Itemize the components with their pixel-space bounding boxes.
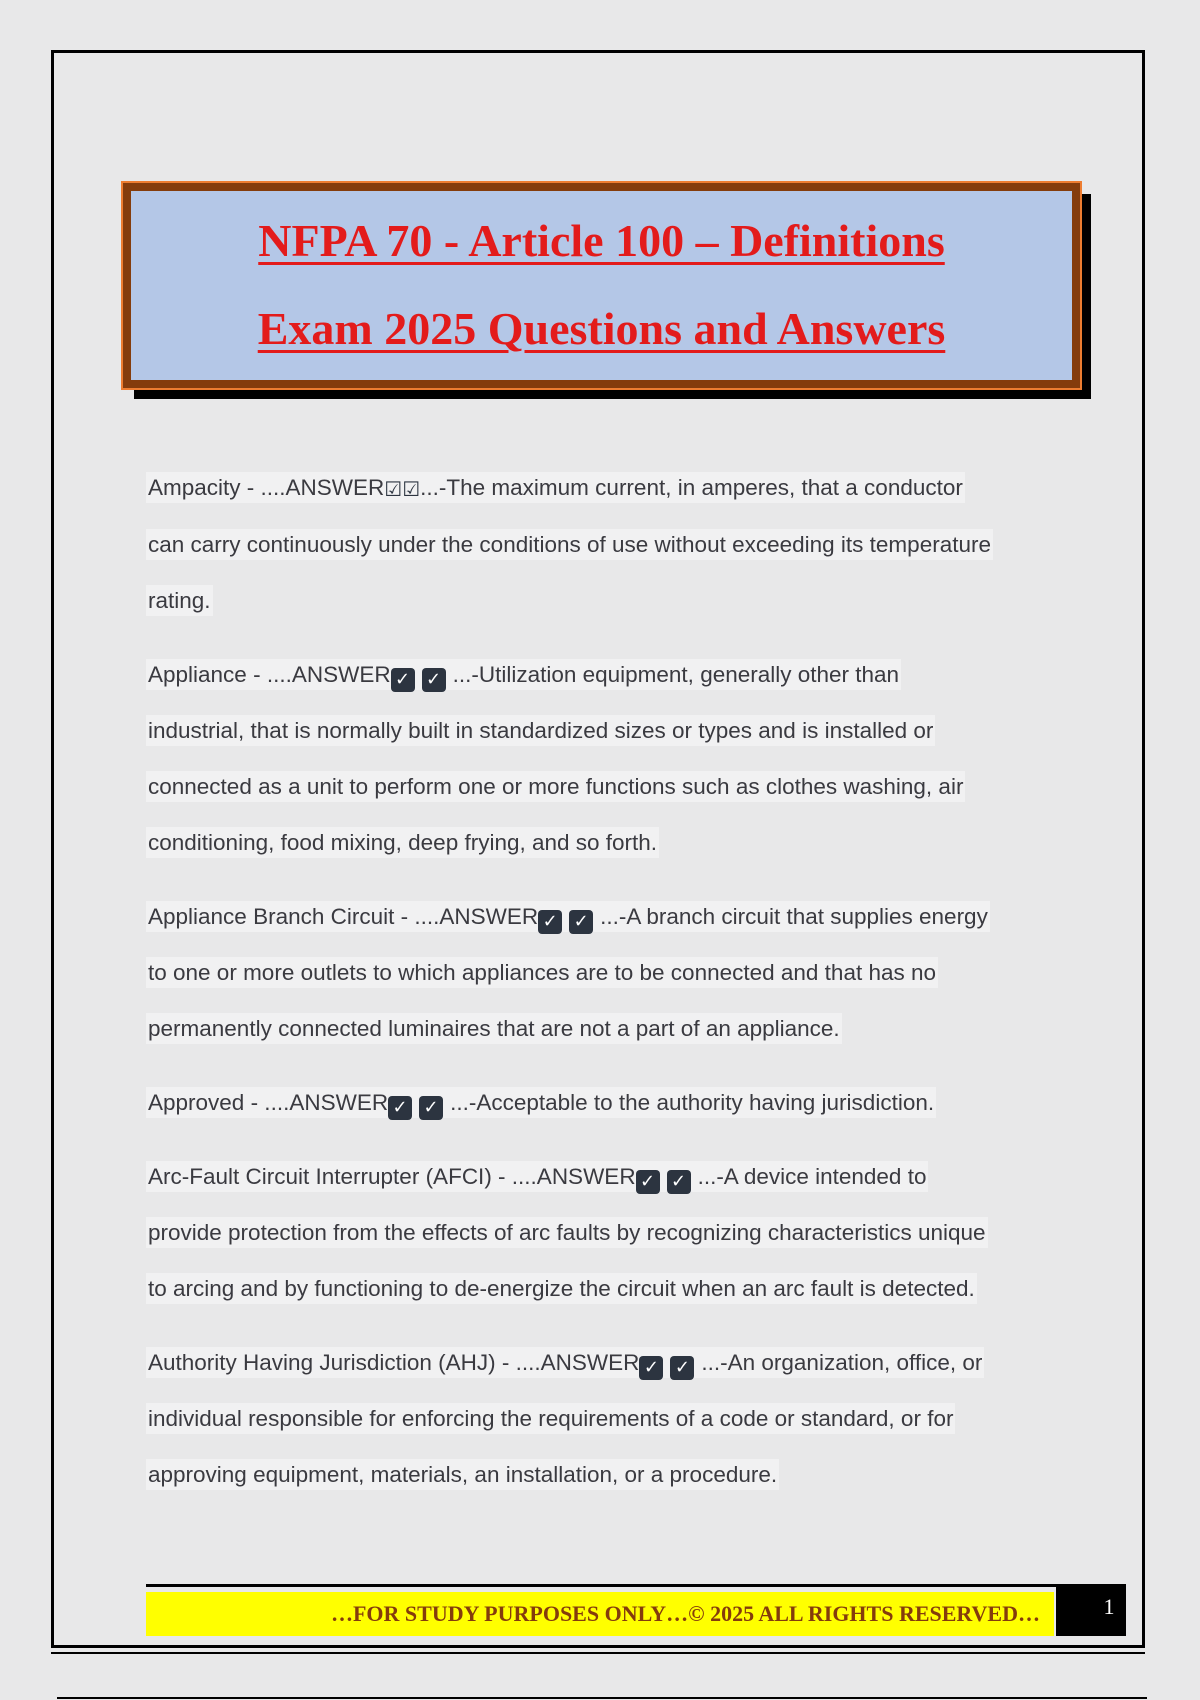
definition-line (146, 1447, 1066, 1503)
definition-answer: industrial, that is normally built in standardized sizes or types and is installed or (146, 715, 935, 746)
definition-entry-appliance-branch-circuit (146, 889, 1066, 1057)
definition-answer: ...-A branch circuit that supplies energy (600, 904, 988, 929)
definition-line (146, 815, 1066, 871)
definition-term: Approved - ....ANSWER (148, 1090, 389, 1115)
definition-text (146, 472, 965, 503)
definition-answer: provide protection from the effects of arc faults by recognizing characteristics unique (146, 1217, 988, 1248)
definition-text (146, 901, 990, 932)
definition-line (146, 1001, 1066, 1057)
definition-line (146, 1261, 1066, 1317)
definition-answer: ...-Acceptable to the authority having jurisdiction. (450, 1090, 935, 1115)
definition-answer: to arcing and by functioning to de-energize the circuit when an arc fault is detected. (146, 1273, 977, 1304)
checkbox-checked-icon: ✓ (419, 1096, 443, 1120)
definition-text (146, 659, 901, 690)
definition-line (146, 889, 1066, 945)
definition-text (146, 1347, 984, 1378)
definition-entry-ampacity (146, 460, 1066, 629)
definition-entry-approved (146, 1075, 1066, 1131)
checkbox-checked-icon: ✓ (569, 910, 593, 934)
title-box (123, 183, 1080, 388)
document-title-line-1: NFPA 70 - Article 100 – Definitions (258, 215, 945, 266)
checkbox-checked-icon: ✓ (391, 668, 415, 692)
definition-line (146, 517, 1066, 573)
page-number: 1 (1056, 1586, 1126, 1636)
definition-term: Appliance Branch Circuit - ....ANSWER (148, 904, 539, 929)
definition-line (146, 460, 1066, 517)
definition-answer: to one or more outlets to which appliances are to be connected and that has no (146, 957, 938, 988)
definition-entry-ahj (146, 1335, 1066, 1503)
definition-answer: ...-A device intended to (697, 1164, 927, 1189)
definition-answer: ...-An organization, office, or (701, 1350, 983, 1375)
definition-entry-appliance (146, 647, 1066, 871)
definition-answer: rating. (146, 585, 213, 616)
definition-line (146, 1335, 1066, 1391)
definition-term: Arc-Fault Circuit Interrupter (AFCI) - ....ANSWER (148, 1164, 636, 1189)
definition-answer: can carry continuously under the conditions of use without exceeding its temperature (146, 529, 993, 560)
definition-answer: ...-Utilization equipment, generally other than (452, 662, 900, 687)
checkbox-checked-icon: ✓ (422, 668, 446, 692)
definitions-list (146, 460, 1066, 1521)
definition-line (146, 1205, 1066, 1261)
definition-line (146, 647, 1066, 703)
checkbox-checked-icon: ✓ (538, 910, 562, 934)
footer-divider (146, 1584, 1126, 1587)
definition-answer: permanently connected luminaires that are not a part of an appliance. (146, 1013, 842, 1044)
definition-entry-afci (146, 1149, 1066, 1317)
checkbox-checked-icon: ✓ (636, 1170, 660, 1194)
definition-line (146, 1075, 1066, 1131)
definition-term: Appliance - ....ANSWER (148, 662, 391, 687)
definition-line (146, 1149, 1066, 1205)
page-border-bottom-rule (51, 1652, 1145, 1654)
definition-answer: connected as a unit to perform one or more functions such as clothes washing, air (146, 771, 965, 802)
definition-term: Ampacity - ....ANSWER (148, 475, 385, 500)
document-title-line-2: Exam 2025 Questions and Answers (257, 303, 946, 354)
page-bottom-divider (57, 1697, 1147, 1699)
definition-text (146, 1161, 928, 1192)
definition-answer: ...-The maximum current, in amperes, that a conductor (420, 475, 963, 500)
checkbox-checked-icon: ✓ (388, 1096, 412, 1120)
definition-answer: approving equipment, materials, an installation, or a procedure. (146, 1459, 779, 1490)
definition-line (146, 945, 1066, 1001)
definition-term: Authority Having Jurisdiction (AHJ) - ....ANSWER (148, 1350, 640, 1375)
checkbox-checked-icon: ✓ (639, 1356, 663, 1380)
definition-line (146, 573, 1066, 629)
checkbox-checked-icon: ✓ (667, 1170, 691, 1194)
definition-answer: individual responsible for enforcing the requirements of a code or standard, or for (146, 1403, 955, 1434)
footer-notice: …FOR STUDY PURPOSES ONLY…© 2025 ALL RIGHTS RESERVED… (146, 1592, 1054, 1636)
checkbox-checked-icon: ☑☑ (384, 477, 421, 501)
definition-text (146, 1087, 936, 1118)
definition-line (146, 759, 1066, 815)
definition-answer: conditioning, food mixing, deep frying, and so forth. (146, 827, 659, 858)
checkbox-checked-icon: ✓ (670, 1356, 694, 1380)
definition-line (146, 1391, 1066, 1447)
definition-line (146, 703, 1066, 759)
